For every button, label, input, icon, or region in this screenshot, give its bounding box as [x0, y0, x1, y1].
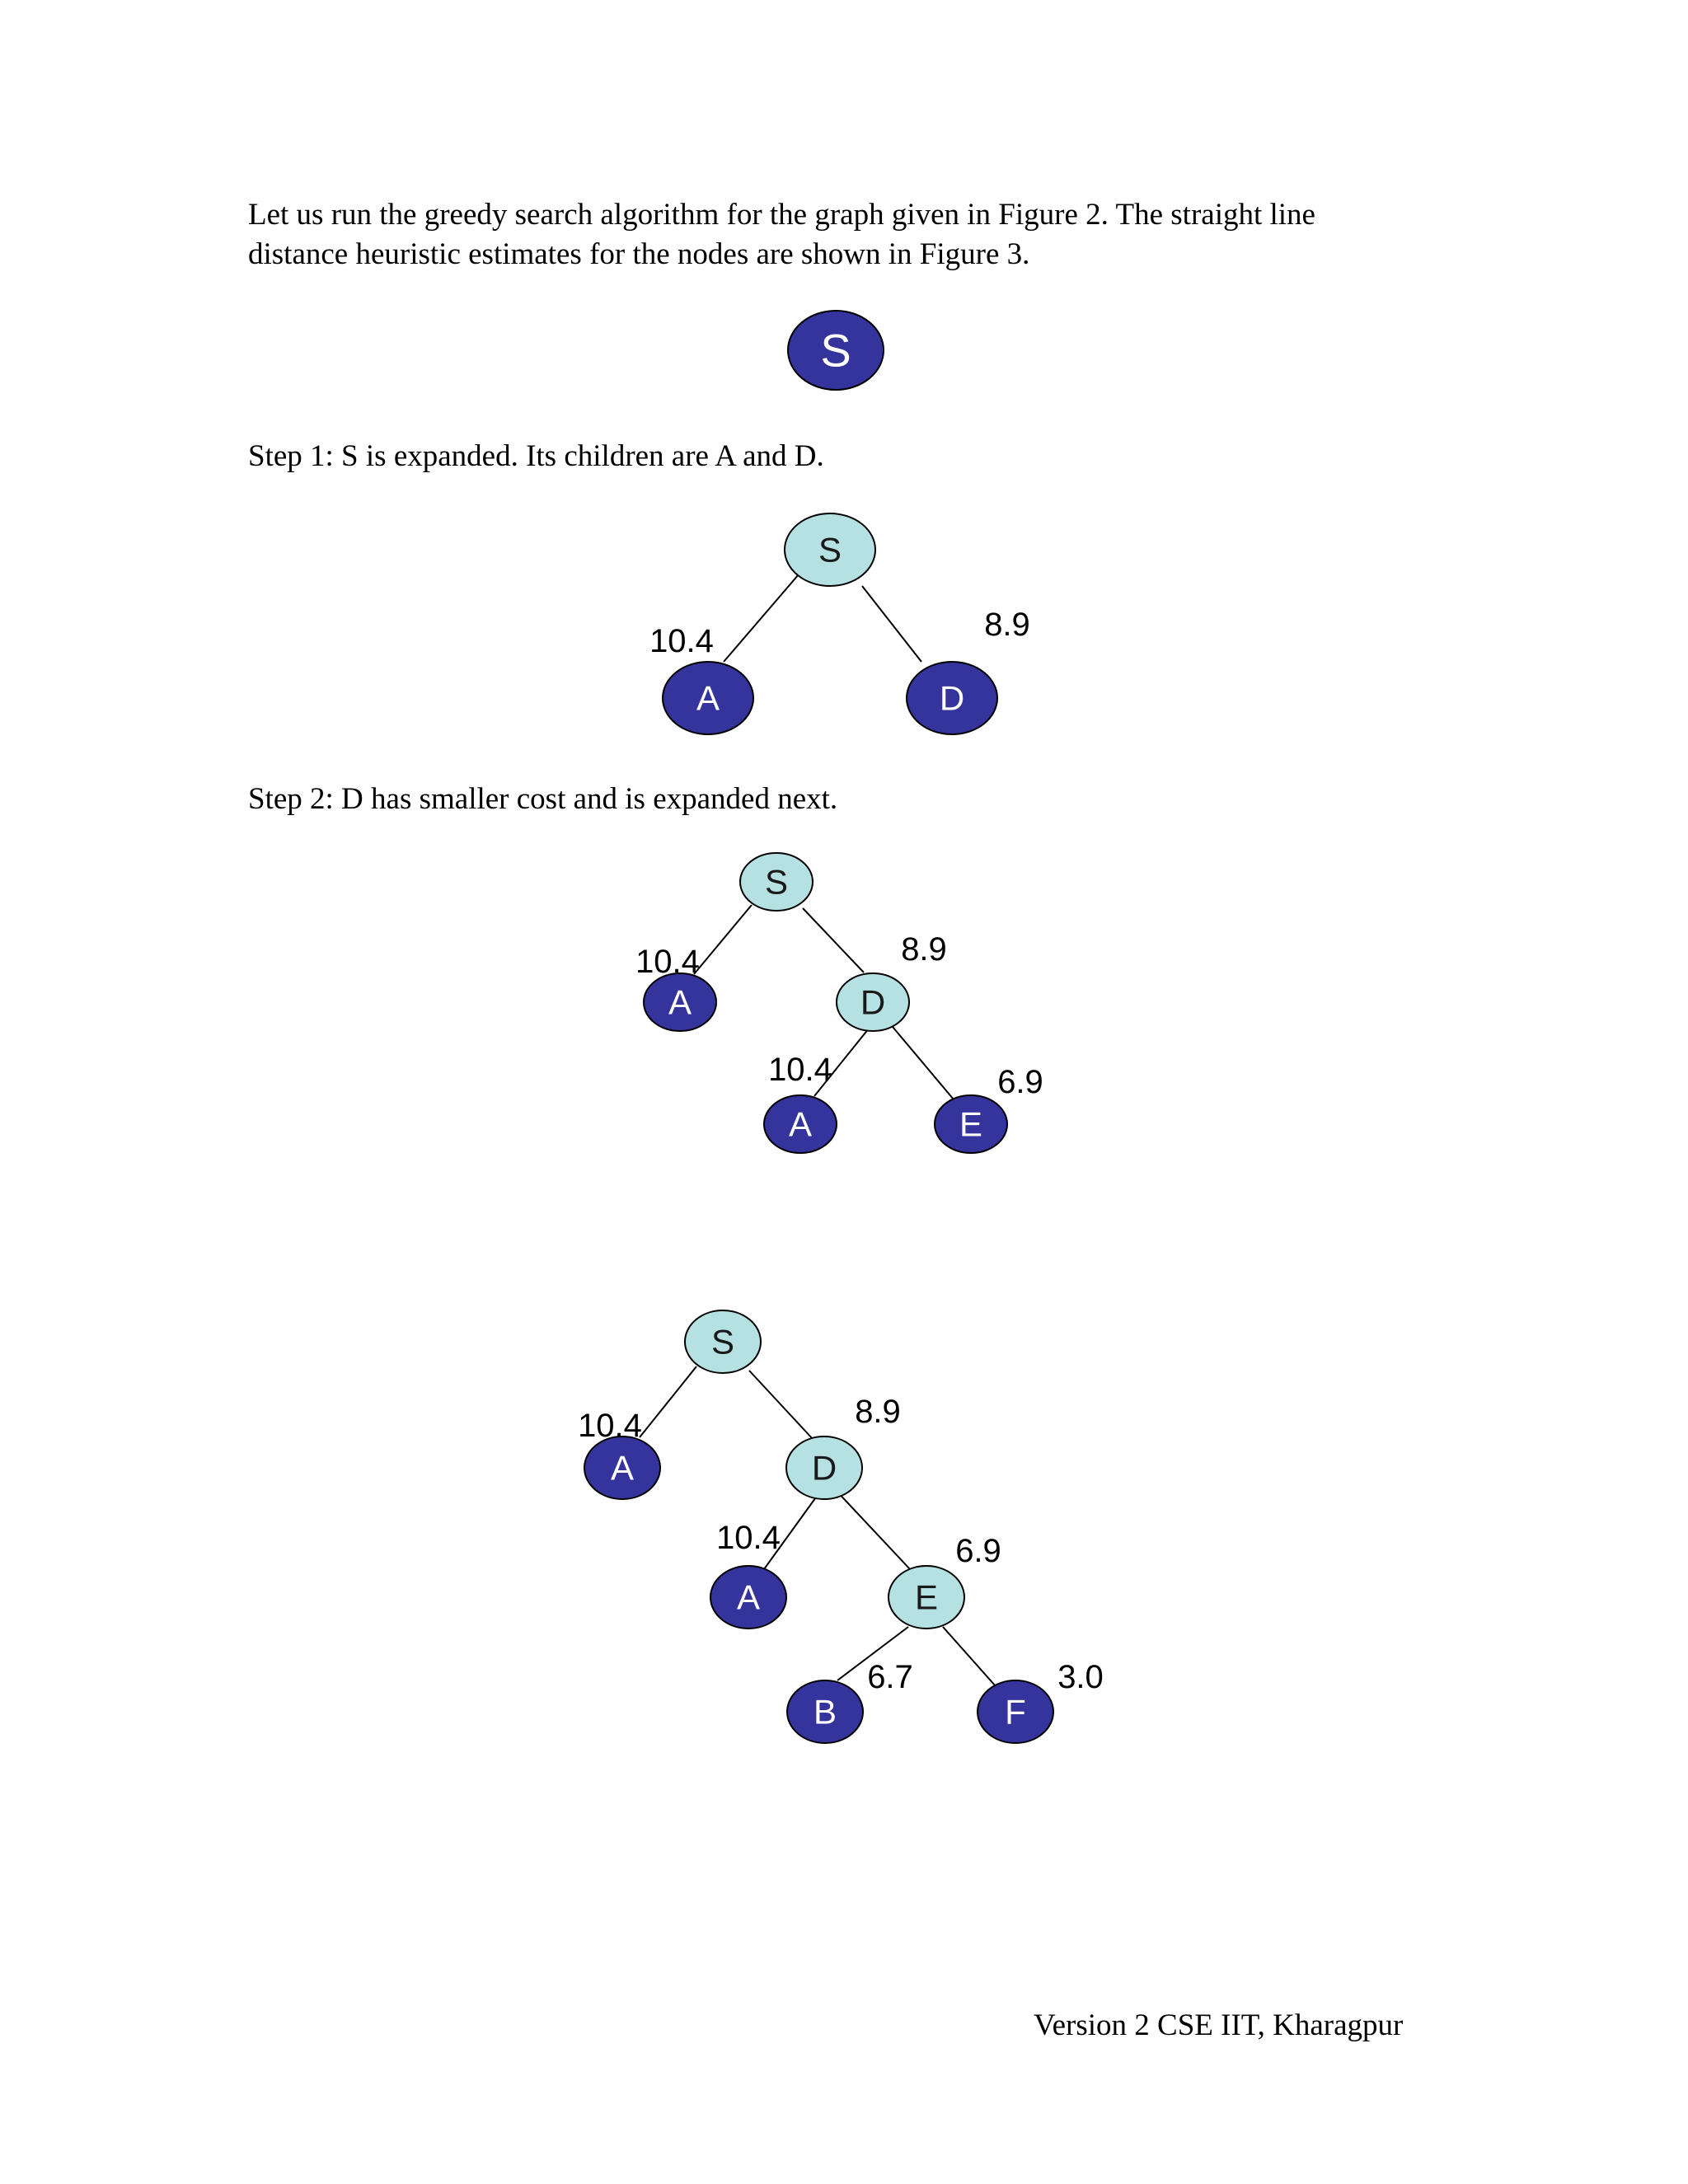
tree-step1	[649, 513, 1030, 734]
node-label: S	[820, 324, 851, 377]
tree-node-b	[787, 1680, 863, 1743]
tree-step3	[578, 1310, 1104, 1743]
node-label: A	[736, 1577, 761, 1617]
tree-node-a	[710, 1566, 786, 1629]
tree-node-a	[663, 662, 753, 734]
heuristic-cost-label: 6.9	[997, 1064, 1043, 1100]
tree-edge-s-d	[749, 1371, 813, 1439]
node-label: F	[1005, 1692, 1026, 1732]
tree-node-s	[740, 853, 813, 911]
tree-node-a	[764, 1095, 837, 1153]
tree-node-s	[685, 1310, 761, 1373]
node-label: D	[860, 982, 886, 1022]
tree-edge-s-d	[862, 586, 921, 662]
tree-node-d	[786, 1436, 862, 1499]
intro-line-2: distance heuristic estimates for the nodes are shown in Figure 3.	[248, 237, 1030, 271]
step1-caption: Step 1: S is expanded. Its children are A and D.	[248, 439, 824, 473]
tree-edge-s-a1	[694, 905, 752, 974]
tree-node-a	[584, 1436, 660, 1499]
heuristic-cost-label: 3.0	[1057, 1659, 1104, 1695]
node-label: B	[813, 1692, 837, 1732]
node-label: D	[811, 1448, 837, 1488]
tree-edge-d-e	[834, 1488, 910, 1569]
tree-node-e	[935, 1095, 1007, 1153]
tree-initial	[788, 311, 884, 390]
tree-step2	[635, 853, 1043, 1153]
tree-node-a	[644, 973, 716, 1031]
intro-line-1: Let us run the greedy search algorithm for the graph given in Figure 2. The straight line	[248, 198, 1315, 232]
heuristic-cost-label: 10.4	[768, 1052, 832, 1088]
node-label: A	[668, 982, 692, 1022]
node-label: S	[710, 1322, 735, 1361]
step2-caption: Step 2: D has smaller cost and is expanded next.	[248, 782, 838, 816]
tree-node-d	[837, 973, 909, 1031]
node-label: A	[696, 678, 720, 718]
heuristic-cost-label: 8.9	[901, 931, 947, 968]
node-label: S	[764, 862, 789, 902]
tree-edge-d-e	[889, 1022, 958, 1104]
tree-edge-s-a1	[640, 1366, 696, 1437]
tree-node-f	[978, 1680, 1053, 1743]
node-label: A	[610, 1448, 635, 1488]
tree-edge-s-a	[724, 574, 799, 662]
heuristic-cost-label: 10.4	[716, 1520, 781, 1556]
page-footer: Version 2 CSE IIT, Kharagpur	[1034, 2008, 1404, 2042]
tree-node-d	[907, 662, 997, 734]
heuristic-cost-label: 6.9	[955, 1533, 1001, 1569]
heuristic-cost-label: 8.9	[855, 1394, 901, 1430]
tree-node-e	[889, 1566, 964, 1629]
heuristic-cost-label: 6.7	[867, 1659, 913, 1695]
node-label: E	[959, 1104, 983, 1144]
tree-edge-s-d	[803, 908, 864, 972]
heuristic-cost-label: 10.4	[635, 944, 700, 980]
tree-node-s	[788, 311, 884, 390]
node-label: E	[914, 1577, 939, 1617]
node-label: A	[788, 1104, 813, 1144]
tree-node-s	[785, 513, 875, 586]
heuristic-cost-label: 10.4	[649, 623, 714, 659]
heuristic-cost-label: 10.4	[578, 1408, 642, 1444]
node-label: S	[818, 530, 842, 569]
tree-edge-e-f	[943, 1627, 996, 1686]
heuristic-cost-label: 8.9	[984, 607, 1030, 643]
node-label: D	[939, 678, 965, 718]
